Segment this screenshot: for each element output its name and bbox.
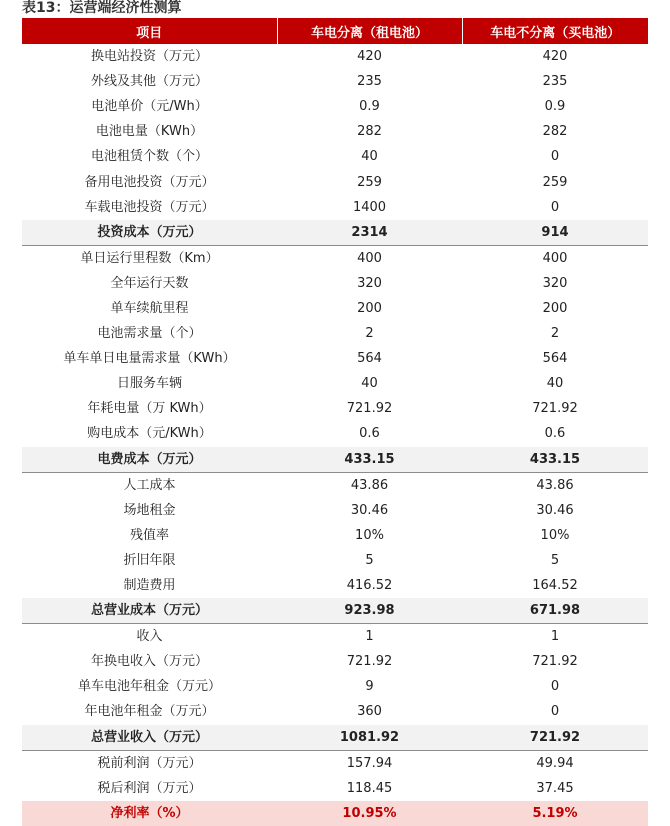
subtotal-row <box>22 447 648 473</box>
row-label: 单车续航里程 <box>110 300 189 316</box>
value-rent-battery: 433.15 <box>277 447 462 473</box>
value-buy-battery: 420 <box>542 49 568 65</box>
row-label: 电池电量（KWh） <box>95 124 204 140</box>
table-row <box>22 44 648 69</box>
value-rent-battery: 564 <box>357 351 382 367</box>
value-buy-battery: 721.92 <box>532 654 578 670</box>
value-buy-battery: 400 <box>542 250 568 266</box>
table-row <box>22 699 648 724</box>
row-label: 单车单日电量需求量（KWh） <box>63 351 236 367</box>
row-label: 购电成本（元/KWh） <box>87 426 212 442</box>
table-title: 表13：运营端经济性测算 <box>22 0 182 16</box>
value-rent-battery: 416.52 <box>346 578 393 594</box>
value-rent-battery: 43.86 <box>350 477 389 493</box>
table-row <box>22 144 648 169</box>
value-buy-battery: 10% <box>540 527 570 543</box>
table-row <box>22 750 648 776</box>
economics-table <box>22 18 648 826</box>
table-row <box>22 573 648 598</box>
value-rent-battery: 10.95% <box>277 801 462 826</box>
table-row <box>22 119 648 144</box>
row-label: 外线及其他（万元） <box>90 74 208 90</box>
row-label: 收入 <box>136 629 163 645</box>
value-buy-battery: 721.92 <box>462 725 648 751</box>
table-row <box>22 472 648 498</box>
table-row <box>22 674 648 699</box>
value-buy-battery: 914 <box>462 220 648 246</box>
row-label: 税前利润（万元） <box>97 755 202 771</box>
row-label: 日服务车辆 <box>116 376 182 392</box>
net-margin-row <box>22 801 648 826</box>
value-rent-battery: 923.98 <box>277 598 462 624</box>
row-label: 年耗电量（万 KWh） <box>87 401 212 417</box>
value-buy-battery: 320 <box>542 275 568 291</box>
value-rent-battery: 235 <box>357 74 382 90</box>
row-label: 单日运行里程数（Km） <box>80 250 219 266</box>
row-label: 投资成本（万元） <box>22 220 277 246</box>
table-row <box>22 649 648 674</box>
value-rent-battery: 1400 <box>352 199 387 215</box>
value-buy-battery: 0 <box>550 199 560 215</box>
row-label: 场地租金 <box>123 502 176 518</box>
value-buy-battery: 564 <box>542 351 568 367</box>
value-buy-battery: 49.94 <box>536 755 574 771</box>
row-label: 电池需求量（个） <box>97 326 202 342</box>
value-buy-battery: 37.45 <box>536 780 574 796</box>
value-rent-battery: 721.92 <box>346 401 393 417</box>
value-buy-battery: 671.98 <box>462 598 648 624</box>
value-rent-battery: 157.94 <box>346 755 393 771</box>
value-buy-battery: 1 <box>550 629 560 645</box>
table-row <box>22 169 648 194</box>
row-label: 全年运行天数 <box>110 275 189 291</box>
row-label: 人工成本 <box>123 477 176 493</box>
value-rent-battery: 282 <box>357 124 382 140</box>
value-buy-battery: 5 <box>550 552 560 568</box>
row-label: 总营业成本（万元） <box>22 598 277 624</box>
value-rent-battery: 721.92 <box>346 654 393 670</box>
row-label: 备用电池投资（万元） <box>84 174 215 190</box>
value-buy-battery: 0.6 <box>544 426 566 442</box>
row-label: 折旧年限 <box>123 552 176 568</box>
value-buy-battery: 5.19% <box>462 801 648 826</box>
header-rent-battery: 车电分离（租电池） <box>277 18 462 44</box>
table-row <box>22 371 648 396</box>
value-rent-battery: 1 <box>365 629 374 645</box>
table-row <box>22 776 648 801</box>
value-buy-battery: 282 <box>542 124 568 140</box>
header-buy-battery: 车电不分离（买电池） <box>462 18 648 44</box>
value-buy-battery: 259 <box>542 174 568 190</box>
value-rent-battery: 2314 <box>277 220 462 246</box>
table-row <box>22 421 648 446</box>
row-label: 电池单价（元/Wh） <box>91 99 208 115</box>
table-row <box>22 296 648 321</box>
table-row <box>22 523 648 548</box>
value-buy-battery: 43.86 <box>536 477 574 493</box>
row-label: 残值率 <box>129 527 169 543</box>
value-rent-battery: 400 <box>357 250 382 266</box>
value-rent-battery: 420 <box>357 49 382 65</box>
table-row <box>22 498 648 523</box>
value-rent-battery: 259 <box>357 174 382 190</box>
value-rent-battery: 40 <box>361 149 378 165</box>
row-label: 总营业收入（万元） <box>22 725 277 751</box>
row-label: 制造费用 <box>123 578 176 594</box>
value-buy-battery: 2 <box>550 326 560 342</box>
row-label: 换电站投资（万元） <box>90 49 208 65</box>
table-row <box>22 396 648 421</box>
value-rent-battery: 1081.92 <box>277 725 462 751</box>
value-rent-battery: 2 <box>365 326 374 342</box>
value-buy-battery: 40 <box>546 376 564 392</box>
value-rent-battery: 0.6 <box>359 426 380 442</box>
value-rent-battery: 10% <box>355 527 384 543</box>
value-rent-battery: 40 <box>361 376 378 392</box>
table-row <box>22 321 648 346</box>
row-label: 年电池年租金（万元） <box>84 704 215 720</box>
value-buy-battery: 0 <box>550 149 560 165</box>
subtotal-row <box>22 725 648 751</box>
row-label: 税后利润（万元） <box>97 780 202 796</box>
value-rent-battery: 30.46 <box>350 502 389 518</box>
row-label: 年换电收入（万元） <box>90 654 208 670</box>
row-label: 车载电池投资（万元） <box>84 199 215 215</box>
row-label: 净利率（%） <box>22 801 277 826</box>
value-buy-battery: 235 <box>542 74 568 90</box>
table-row <box>22 94 648 119</box>
table-body <box>22 44 648 826</box>
subtotal-row <box>22 220 648 246</box>
table-row <box>22 245 648 271</box>
value-buy-battery: 30.46 <box>536 502 574 518</box>
value-rent-battery: 0.9 <box>359 99 380 115</box>
value-buy-battery: 0 <box>550 679 560 695</box>
table-row <box>22 195 648 220</box>
table-row <box>22 346 648 371</box>
table-row <box>22 271 648 296</box>
value-rent-battery: 320 <box>357 275 382 291</box>
row-label: 电费成本（万元） <box>22 447 277 473</box>
value-buy-battery: 433.15 <box>462 447 648 473</box>
value-buy-battery: 721.92 <box>532 401 578 417</box>
subtotal-row <box>22 598 648 624</box>
table-row <box>22 624 648 650</box>
value-buy-battery: 0.9 <box>544 99 566 115</box>
header-item: 项目 <box>22 18 277 44</box>
header-row <box>22 18 648 44</box>
table-row <box>22 548 648 573</box>
row-label: 电池租赁个数（个） <box>90 149 208 165</box>
value-buy-battery: 0 <box>550 704 560 720</box>
value-buy-battery: 200 <box>542 300 568 316</box>
table-row <box>22 69 648 94</box>
value-rent-battery: 5 <box>365 552 374 568</box>
value-rent-battery: 200 <box>357 300 382 316</box>
value-rent-battery: 118.45 <box>346 780 393 796</box>
row-label: 单车电池年租金（万元） <box>77 679 221 695</box>
value-rent-battery: 9 <box>365 679 374 695</box>
value-rent-battery: 360 <box>357 704 382 720</box>
value-buy-battery: 164.52 <box>532 578 578 594</box>
